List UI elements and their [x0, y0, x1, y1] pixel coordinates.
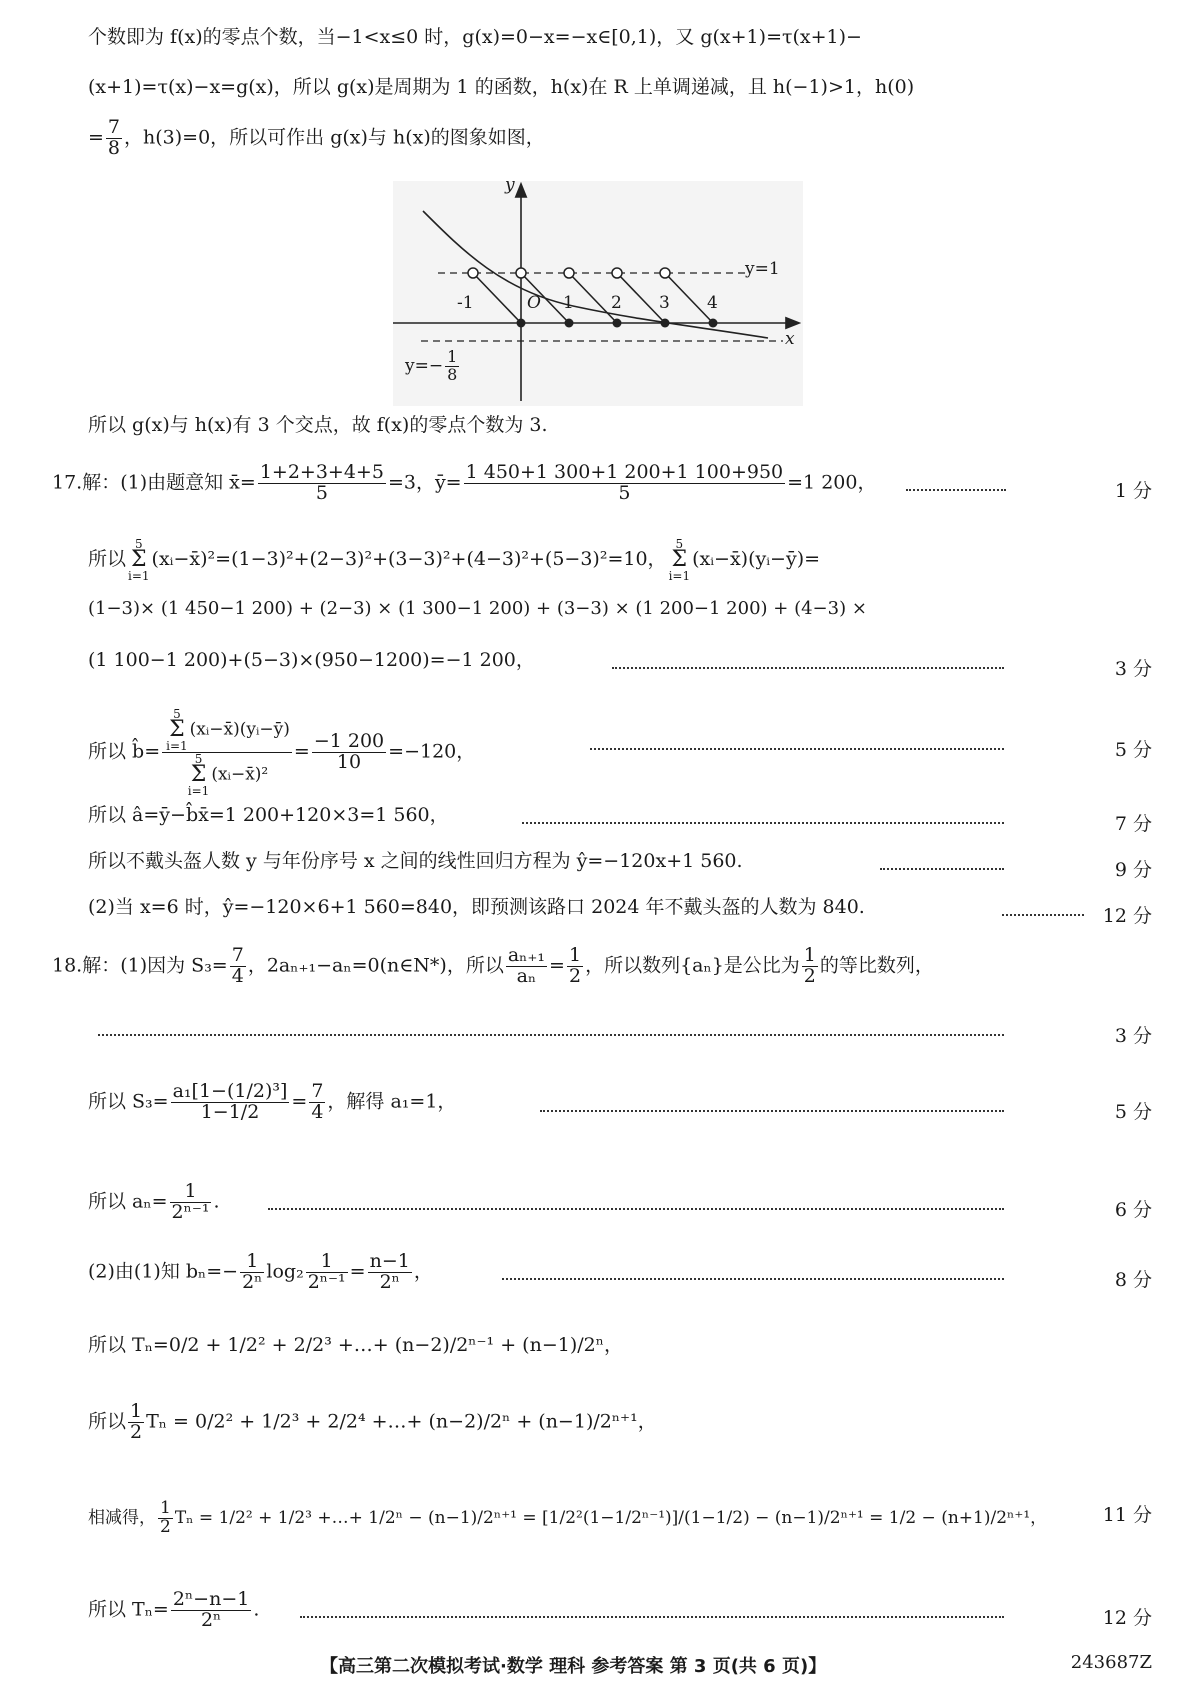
q17-xbar-fraction: $\frac{1+2+3+4+5}{5}$ — [259, 461, 384, 504]
score-5: 5 分 — [1114, 739, 1152, 761]
an-fraction: $\frac{1}{\text{2ⁿ⁻¹}}$ — [171, 1180, 210, 1223]
score-3: 3 分 — [1114, 1025, 1152, 1047]
tick-3: 3 — [659, 293, 670, 313]
tick-1: 1 — [563, 293, 574, 313]
sigma-symbol: 5 Σ i=1 — [668, 537, 691, 583]
score-1: 1 分 — [1114, 480, 1152, 502]
fraction: $\frac{1}{2}$ — [130, 1400, 143, 1443]
tick-neg-1: -1 — [457, 293, 474, 313]
fraction-7-8: $\frac{7}{8}$ — [107, 116, 121, 159]
footer-code: 243687Z — [1070, 1652, 1152, 1673]
score-8: 8 分 — [1114, 1269, 1152, 1291]
q17-number: 17. — [52, 471, 83, 494]
fraction: $\frac{n-1}{\text{2ⁿ}}$ — [369, 1250, 410, 1293]
fraction: $\frac{1}{\text{2ⁿ⁻¹}}$ — [307, 1250, 346, 1293]
y-axis-label: y — [505, 175, 515, 195]
q17-fraction-1200-10: $\frac{-1 200}{10}$ — [313, 729, 385, 773]
leader-dots — [300, 1616, 1004, 1618]
leader-dots — [906, 489, 1006, 491]
q18-line-8: 相减得， $\frac{1}{2}$ Tₙ = 1/2² + 1/2³ +…+ 1/2ⁿ − (n−1)/2ⁿ⁺¹ = [1/2²(1−1/2ⁿ⁻¹)]/(1−1/2) − (n−1)/2ⁿ⁺¹ = 1/2 − (n+1)/2ⁿ⁺¹， — [88, 1498, 1048, 1537]
leader-dots — [540, 1110, 1004, 1112]
q16-line-1: 个数即为 f(x)的零点个数，当−1<x≤0 时，g(x)=0−x=−x∈[0,1)，又 g(x+1)=τ(x+1)− — [88, 26, 862, 48]
score-12: 12 分 — [1102, 1607, 1152, 1629]
label-y-equals-1: y=1 — [745, 259, 780, 279]
fraction-7-4: $\frac{7}{4}$ — [311, 1080, 324, 1123]
score-6: 6 分 — [1114, 1199, 1152, 1221]
q18-line-7: 所以 $\frac{1}{2}$ Tₙ = 0/2² + 1/2³ + 2/2⁴ +…+ (n−2)/2ⁿ + (n−1)/2ⁿ⁺¹， — [88, 1400, 657, 1443]
q16-conclusion: 所以 g(x)与 h(x)有 3 个交点，故 f(x)的零点个数为 3. — [88, 414, 548, 436]
q18-line-1: 18.解：(1)因为 S₃= $\frac{7}{4}$ ，2aₙ₊₁−aₙ=0(n∈N*)，所以 $\frac{\text{aₙ₊₁}}{\text{aₙ}}$ = $\frac{1}{2}$ ，所以数列{aₙ}是公比为 $\frac{1}{2}$ 的等比数列， — [52, 944, 934, 987]
q18-line-4: 所以 aₙ= $\frac{1}{\text{2ⁿ⁻¹}}$ . — [88, 1180, 220, 1223]
q17-line-4: (1 100−1 200)+(5−3)×(950−1200)=−1 200， — [88, 649, 535, 671]
q18-line-6: 所以 Tₙ=0/2 + 1/2² + 2/2³ +…+ (n−2)/2ⁿ⁻¹ + (n−1)/2ⁿ， — [88, 1334, 623, 1356]
q17-ybar-fraction: $\frac{1 450+1 300+1 200+1 100+950}{5}$ — [465, 461, 784, 504]
q16-line-3-text: ，h(3)=0，所以可作出 g(x)与 h(x)的图象如图， — [124, 126, 545, 149]
q18-line-3: 所以 S₃= $\frac{\text{a₁[1−(1/2)³]}}{1-1/2}$ = $\frac{7}{4}$ ，解得 a₁=1， — [88, 1080, 457, 1123]
fraction-1-2: $\frac{1}{2}$ — [568, 944, 582, 987]
g-segments — [473, 273, 713, 323]
q18-line-5: (2)由(1)知 bₙ=− $\frac{1}{\text{2ⁿ}}$ log₂ $\frac{1}{\text{2ⁿ⁻¹}}$ = $\frac{n-1}{\text{2ⁿ}}$ ， — [88, 1250, 433, 1293]
x-axis-label: x — [785, 329, 795, 349]
q17-line-3: (1−3)× (1 450−1 200) + (2−3) × (1 300−1 200) + (3−3) × (1 200−1 200) + (4−3) × — [88, 598, 867, 619]
q17-line-6: 所以 â=ȳ−b̂x̄=1 200+120×3=1 560， — [88, 804, 449, 826]
q17-line-5: 所以 b̂= 5 Σ i=1(xᵢ−x̄)(yᵢ−ȳ) 5 Σ i=1(xᵢ−x̄)² = $\frac{-1 200}{10}$ =−120， — [88, 707, 476, 798]
fraction-7-4: $\frac{7}{4}$ — [231, 944, 244, 987]
q17-line-8: (2)当 x=6 时，ŷ=−120×6+1 560=840，即预测该路口 2024 年不戴头盔的人数为 840. — [88, 896, 865, 918]
score-12: 12 分 — [1102, 905, 1152, 927]
score-9: 9 分 — [1114, 859, 1152, 881]
q17-line-2: 所以5 Σ i=1(xᵢ−x̄)²=(1−3)²+(2−3)²+(3−3)²+(4−3)²+(5−3)²=10，5 Σ i=1(xᵢ−x̄)(yᵢ−ȳ)= — [88, 537, 821, 583]
tn-fraction: $\frac{\text{2ⁿ−n−1}}{\text{2ⁿ}}$ — [172, 1588, 250, 1631]
q18-line-9: 所以 Tₙ= $\frac{\text{2ⁿ−n−1}}{\text{2ⁿ}}$ . — [88, 1588, 260, 1631]
leader-dots — [98, 1034, 1004, 1036]
score-5: 5 分 — [1114, 1101, 1152, 1123]
leader-dots — [502, 1278, 1004, 1280]
label-y-neg-eighth: y=− $\frac{1}{8}$ — [405, 347, 458, 384]
tick-4: 4 — [707, 293, 718, 313]
sigma-symbol: 5 Σ i=1 — [128, 537, 150, 583]
footer-title: 【高三第二次模拟考试·数学 理科 参考答案 第 3 页(共 6 页)】 — [320, 1656, 827, 1677]
leader-dots — [1002, 914, 1084, 916]
s3-fraction: $\frac{\text{a₁[1−(1/2)³]}}{1-1/2}$ — [172, 1080, 288, 1123]
leader-dots — [880, 868, 1004, 870]
fraction: $\frac{1}{2}$ — [160, 1498, 171, 1537]
origin-label: O — [527, 293, 541, 313]
q16-line-2: (x+1)=τ(x)−x=g(x)，所以 g(x)是周期为 1 的函数，h(x)在 R 上单调递减，且 h(−1)>1，h(0) — [88, 76, 915, 98]
q18-number: 18. — [52, 954, 83, 977]
fraction: $\frac{1}{\text{2ⁿ}}$ — [242, 1250, 263, 1293]
leader-dots — [612, 667, 1004, 669]
tick-2: 2 — [611, 293, 622, 313]
q16-eq: = — [88, 126, 104, 149]
leader-dots — [522, 822, 1004, 824]
fraction-1-2: $\frac{1}{2}$ — [803, 944, 816, 987]
leader-dots — [590, 748, 1004, 750]
score-7: 7 分 — [1114, 813, 1152, 835]
score-11: 11 分 — [1102, 1504, 1152, 1526]
q17-line-1: 17.解：(1)由题意知 x̄= $\frac{1+2+3+4+5}{5}$ =3，ȳ= $\frac{1 450+1 300+1 200+1 100+950}{5}$ =1 200， — [52, 461, 877, 504]
q17-b-hat-fraction: 5 Σ i=1(xᵢ−x̄)(yᵢ−ȳ) 5 Σ i=1(xᵢ−x̄)² — [162, 708, 292, 797]
ratio-fraction: $\frac{\text{aₙ₊₁}}{\text{aₙ}}$ — [507, 944, 546, 987]
score-3: 3 分 — [1114, 658, 1152, 680]
q16-line-3 — [88, 118, 1152, 159]
leader-dots — [268, 1208, 1004, 1210]
function-graph-figure — [393, 175, 803, 406]
q17-line-7: 所以不戴头盔人数 y 与年份序号 x 之间的线性回归方程为 ŷ=−120x+1 560. — [88, 850, 743, 872]
